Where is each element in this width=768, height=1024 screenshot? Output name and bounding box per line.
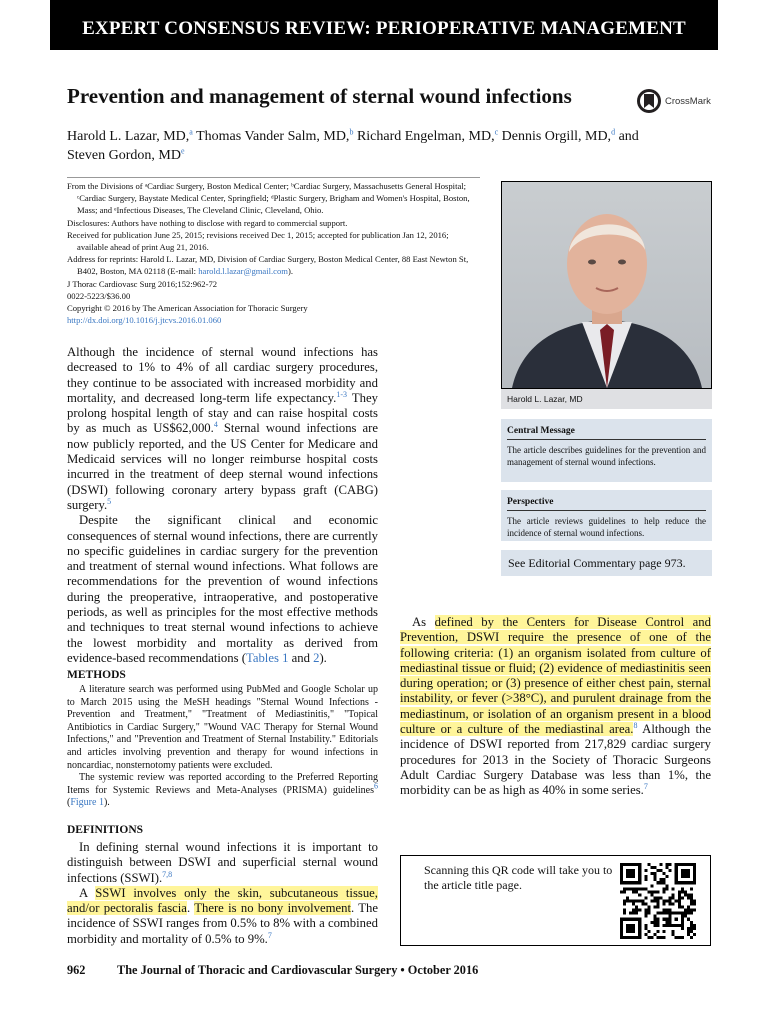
crossmark-link[interactable]: [636, 88, 711, 114]
table-link[interactable]: Tables 1: [245, 650, 289, 665]
author-photo: [501, 181, 712, 389]
central-message-title: Central Message: [507, 426, 706, 440]
citation-ref[interactable]: 4: [213, 420, 218, 430]
citation-ref[interactable]: 7: [267, 930, 272, 940]
perspective-text: The article reviews guidelines to help reduce the incidence of sternal wound infections.: [507, 516, 706, 538]
table-link[interactable]: 2: [313, 650, 320, 665]
author-list: Harold L. Lazar, MD,$^a$ Thomas Vander Salm, MD,$^b$ Richard Engelman, MD,$^c$ Dennis Orgill, MD,$^d$ and Steven Gordon, MDe: [67, 127, 639, 163]
paragraph: Although the incidence of sternal wound infections has decreased to 1% to 4% of all cardiac surgery procedures, they continue to be associated with increased morbidity and mortality, and decreased long-term life expectancy.$^{1-3}$ They prolong hospital length of stay and can raise hospital costs by as much as US$62,000.$^4$ Sternal wound infections are now publicly reported, and the US Center for Medicare and Medicaid services will no longer reimburse hospital costs incurred in the treatment of deep sternal wound infections (DSWI) following coronary artery bypass graft (CABG) surgery.$^5$: [67, 345, 379, 512]
citation-ref[interactable]: 5: [107, 496, 112, 506]
perspective-title: Perspective: [507, 497, 706, 511]
paragraph: As defined by the Centers for Disease Control and Prevention, DSWI require the presence of one of the following criteria: (1) an organism isolated from culture of mediastinal tissue or fluid; (2) evidence of mediastinitis seen during operation; or (3) presence of either chest pain, sternal instability, or fever (>38°C), and purulent drainage from the mediastinum, or isolation of an organism present in a blood culture or a culture of the mediastinal area.$^8$ Although the incidence of DSWI reported from 217,829 cardiac surgery procedures for 2013 in the Society of Thoracic Surgeons Adult Cardiac Surgery Database was less than 1%, the morbidity can be as high as 40% in some series.$^7$: [400, 615, 712, 798]
affil-ref[interactable]: c: [494, 127, 499, 137]
disclosures: Disclosures: Authors have nothing to disclose with regard to commercial support.: [67, 217, 348, 228]
received-dates: Received for publication June 25, 2015; revisions received Dec 1, 2015; accepted for publication Jan 12, 2016; available ahead of print Aug 21, 2016.: [67, 229, 449, 253]
affil-ref[interactable]: b: [349, 127, 354, 137]
figure-link[interactable]: Figure 1: [70, 797, 104, 809]
issn: 0022-5223/$36.00: [67, 290, 131, 301]
perspective-box: [501, 490, 712, 541]
photo-caption: Harold L. Lazar, MD: [501, 389, 712, 409]
intro-text: [67, 345, 378, 666]
section-heading-methods: METHODS: [67, 669, 126, 681]
paragraph: The systemic review was reported according to the Preferred Reporting Items for Systemic Reviews and Meta-Analyses (PRISMA) guidelines$^6$ (Figure 1).: [67, 772, 378, 809]
section-banner: EXPERT CONSENSUS REVIEW: PERIOPERATIVE MANAGEMENT: [50, 0, 718, 50]
definitions-text: [67, 840, 378, 947]
article-title: Prevention and management of sternal wound infections: [67, 84, 572, 108]
affil-ref[interactable]: e: [180, 146, 185, 156]
paragraph: A literature search was performed using PubMed and Google Scholar up to March 2015 using the MeSH headings "Sternal Wound Infections - Prevention and Treatment," "Treatment of Mediastinitis," "Topical Antibiotics in Cardiac Surgery," "Wound VAC Therapy for Sternal Wound Infections," and "Prevention and Treatment of Sternal Instability." Editorials and articles involving prevention and therapy for wound infections in noncardiac, nonsternotomy patients were excluded.: [67, 684, 378, 771]
reprints-address: Address for reprints: Harold L. Lazar, MD, Division of Cardiac Surgery, Boston Medical Center, 88 East Newton St, B402, Boston, MA 02118 (E-mail: harold.l.lazar@gmail.com).: [67, 254, 469, 277]
page-footer: [67, 963, 478, 978]
editorial-commentary-link[interactable]: See Editorial Commentary page 973.: [501, 550, 712, 576]
email-link[interactable]: harold.l.lazar@gmail.com: [198, 266, 288, 277]
crossmark-label: CrossMark: [665, 95, 711, 107]
affil-ref[interactable]: d: [611, 127, 616, 137]
qr-code-icon: [620, 862, 696, 940]
affiliations-block: [67, 180, 480, 326]
doi-link[interactable]: http://dx.doi.org/10.1016/j.jtcvs.2016.01.060: [67, 315, 222, 326]
methods-text: [67, 684, 378, 810]
paragraph: A SSWI involves only the skin, subcutaneous tissue, and/or pectoralis fascia. There is no bony involvement. The incidence of SSWI ranges from 0.5% to 8% with a combined morbidity and mortality of 0.5% to 9%.$^7$: [67, 885, 378, 946]
citation-ref[interactable]: 7,8: [162, 869, 173, 879]
crossmark-icon: [636, 88, 662, 114]
page-number: 962: [67, 963, 86, 977]
highlight: defined by the Centers for Disease Control and Prevention, DSWI require the presence of one of the following criteria: (1) an organism isolated from culture of mediastinal tissue or fluid; (2) evidence of mediastinitis seen during operation; or (3) presence of either chest pain, sternal instability, or fever (>38°C), and purulent drainage from the mediastinum, or isolation of an organism present in a blood culture or a culture of the mediastinal area: [400, 615, 711, 737]
journal-name: The Journal of Thoracic and Cardiovascular Surgery • October 2016: [117, 963, 479, 977]
section-heading-definitions: DEFINITIONS: [67, 824, 144, 836]
citation: J Thorac Cardiovasc Surg 2016;152:962-72: [67, 278, 218, 289]
citation-ref[interactable]: 8: [633, 720, 638, 730]
citation-ref[interactable]: 7: [643, 782, 648, 792]
divider: [67, 177, 480, 178]
affiliations: From the Divisions of ᵃCardiac Surgery, Boston Medical Center; ᵇCardiac Surgery, Massachusetts General Hospital; ᶜCardiac Surgery, Baystate Medical Center, Springfield; ᵈPlastic Surgery, Brigham and Women's Hospital, Boston, Mass; and ᵉInfectious Diseases, The Cleveland Clinic, Cleveland, Ohio.: [67, 181, 470, 216]
qr-caption: Scanning this QR code will take you to the article title page.: [424, 863, 613, 892]
affil-ref[interactable]: a: [189, 127, 193, 137]
paragraph: Despite the significant clinical and economic consequences of sternal wound infections, there are currently no specific guidelines in cardiac surgery for the prevention and treatment of sternal wound infections. What follows are recommendations for the prevention of wound infections during the preoperative, intraoperative, and postoperative periods, as well as principles for the most effective methods and techniques to treat sternal wound infections to achieve the lowest morbidity and mortality as derived from evidence-based recommendations (Tables 1 and 2).: [67, 513, 378, 665]
highlight: There is no bony involvement: [194, 901, 352, 916]
qr-code[interactable]: [620, 862, 696, 945]
dswi-definition-text: [400, 615, 711, 799]
citation-ref[interactable]: 1-3: [336, 389, 347, 399]
citation-ref[interactable]: 6: [374, 781, 378, 791]
central-message-text: The article describes guidelines for the prevention and management of sternal wound infections.: [507, 445, 706, 467]
copyright: Copyright © 2016 by The American Association for Thoracic Surgery: [67, 303, 308, 314]
paragraph: In defining sternal wound infections it is important to distinguish between DSWI and superficial sternal wound infections (SSWI).$^{7,8}$: [67, 840, 378, 885]
highlight: SSWI involves only the skin, subcutaneous tissue, and/or pectoralis fascia: [67, 885, 378, 916]
central-message-box: [501, 419, 712, 482]
